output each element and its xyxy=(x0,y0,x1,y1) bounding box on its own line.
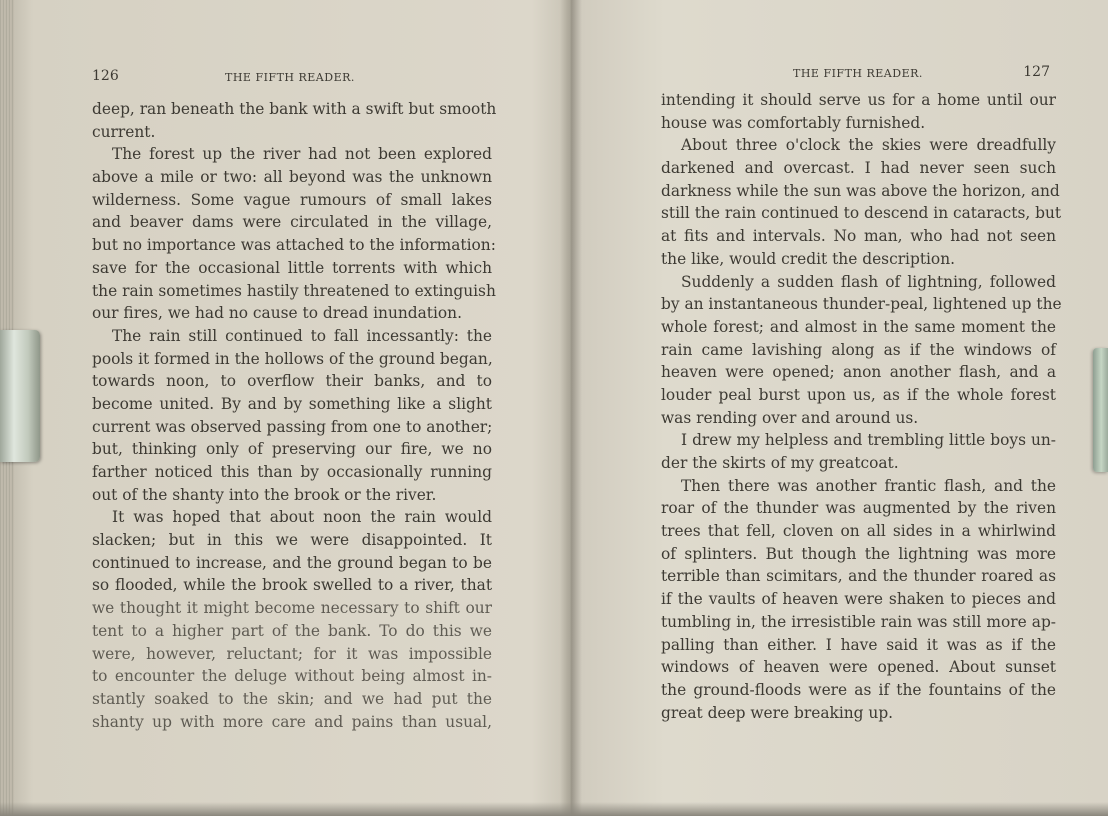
text-line: darkened and overcast. I had never seen such xyxy=(661,159,1056,178)
text-line: pools it formed in the hollows of the ground began, xyxy=(92,349,493,368)
text-line: roar of the thunder was augmented by the riven xyxy=(661,499,1056,518)
left-page-tab xyxy=(0,330,40,462)
text-line: deep, ran beneath the bank with a swift but smooth xyxy=(92,100,497,118)
text-line: whole forest; and almost in the same moment the xyxy=(661,317,1056,336)
text-line: tent to a higher part of the bank. To do this we xyxy=(92,621,492,640)
text-line: towards noon, to overflow their banks, and to xyxy=(92,372,492,391)
text-line: current was observed passing from one to another; xyxy=(92,417,493,436)
text-line: The forest up the river had not been explored xyxy=(112,145,492,164)
text-line: if the vaults of heaven were shaken to pieces and xyxy=(661,590,1056,609)
text-line: to encounter the deluge without being almost in- xyxy=(92,667,492,686)
text-line: so flooded, while the brook swelled to a river, that xyxy=(92,576,492,595)
text-line: farther noticed this than by occasionally running xyxy=(92,463,492,481)
text-line: wilderness. Some vague rumours of small lakes xyxy=(92,190,492,209)
text-line: trees that fell, cloven on all sides in a whirlwind xyxy=(661,522,1056,541)
left-page xyxy=(92,68,497,733)
right-page-tab xyxy=(1093,348,1108,472)
text-line: palling than either. I have said it was as if the xyxy=(661,635,1056,654)
text-line: at fits and intervals. No man, who had not seen xyxy=(661,227,1056,246)
text-line: The rain still continued to fall incessantly: the xyxy=(112,326,492,345)
text-line: were, however, reluctant; for it was impossible xyxy=(92,644,492,663)
text-line: was rending over and around us. xyxy=(661,408,919,427)
text-line: out of the shanty into the brook or the river. xyxy=(92,485,437,504)
text-line: still the rain continued to descend in cataracts, but xyxy=(661,204,1062,223)
text-line: About three o'clock the skies were dreadfully xyxy=(681,136,1056,155)
text-line: of splinters. But though the lightning was more xyxy=(661,544,1056,563)
text-line: darkness while the sun was above the horizon, and xyxy=(661,181,1060,200)
text-line: house was comfortably furnished. xyxy=(661,113,926,132)
text-line: the ground-floods were as if the fountains of the xyxy=(661,680,1056,699)
text-line: windows of heaven were opened. About sunset xyxy=(661,658,1056,677)
text-line: the rain sometimes hastily threatened to extinguish xyxy=(92,281,496,300)
left-body-text xyxy=(92,98,497,733)
text-line: I drew my helpless and trembling little boys un- xyxy=(681,431,1056,450)
text-line: become united. By and by something like a slight xyxy=(92,394,492,413)
right-running-title: THE FIFTH READER. xyxy=(793,67,923,80)
text-line: the like, would credit the description. xyxy=(661,249,956,268)
text-line: intending it should serve us for a home until our xyxy=(661,91,1056,109)
text-line: slacken; but in this we were disappointed. It xyxy=(92,531,492,550)
text-line: rain came lavishing along as if the windows of xyxy=(661,340,1056,359)
text-line: but no importance was attached to the information: xyxy=(92,236,496,255)
book-gutter xyxy=(560,0,582,816)
right-running-head xyxy=(661,64,1056,86)
right-page xyxy=(661,64,1062,724)
text-line: save for the occasional little torrents with which xyxy=(92,258,492,277)
text-line: heaven were opened; anon another flash, and a xyxy=(661,363,1056,382)
text-line: shanty up with more care and pains than usual, xyxy=(92,712,492,731)
text-line: continued to increase, and the ground began to be xyxy=(92,553,492,572)
text-line: we thought it might become necessary to shift our xyxy=(92,599,492,618)
left-running-title: THE FIFTH READER. xyxy=(225,71,355,84)
text-line: above a mile or two: all beyond was the unknown xyxy=(92,168,492,187)
right-body-text xyxy=(661,89,1062,724)
right-page-number: 127 xyxy=(1023,64,1050,80)
text-line: current. xyxy=(92,122,156,141)
text-line: our fires, we had no cause to dread inundation. xyxy=(92,304,462,323)
text-line: louder peal burst upon us, as if the whole forest xyxy=(661,385,1056,404)
text-line: Suddenly a sudden flash of lightning, followed xyxy=(681,272,1056,291)
text-line: stantly soaked to the skin; and we had put the xyxy=(92,689,492,708)
text-line: It was hoped that about noon the rain would xyxy=(112,508,492,527)
text-line: der the skirts of my greatcoat. xyxy=(661,454,899,472)
text-line: Then there was another frantic flash, and the xyxy=(681,476,1056,495)
text-line: and beaver dams were circulated in the village, xyxy=(92,213,492,232)
left-page-number: 126 xyxy=(92,68,119,84)
text-line: terrible than scimitars, and the thunder roared as xyxy=(661,567,1056,586)
text-line: tumbling in, the irresistible rain was still more ap- xyxy=(661,612,1056,631)
left-running-head xyxy=(92,68,492,90)
text-line: but, thinking only of preserving our fire, we no xyxy=(92,440,492,459)
text-line: by an instantaneous thunder-peal, lightened up the xyxy=(661,295,1062,314)
text-line: great deep were breaking up. xyxy=(661,703,894,722)
bottom-shadow xyxy=(0,802,1108,816)
